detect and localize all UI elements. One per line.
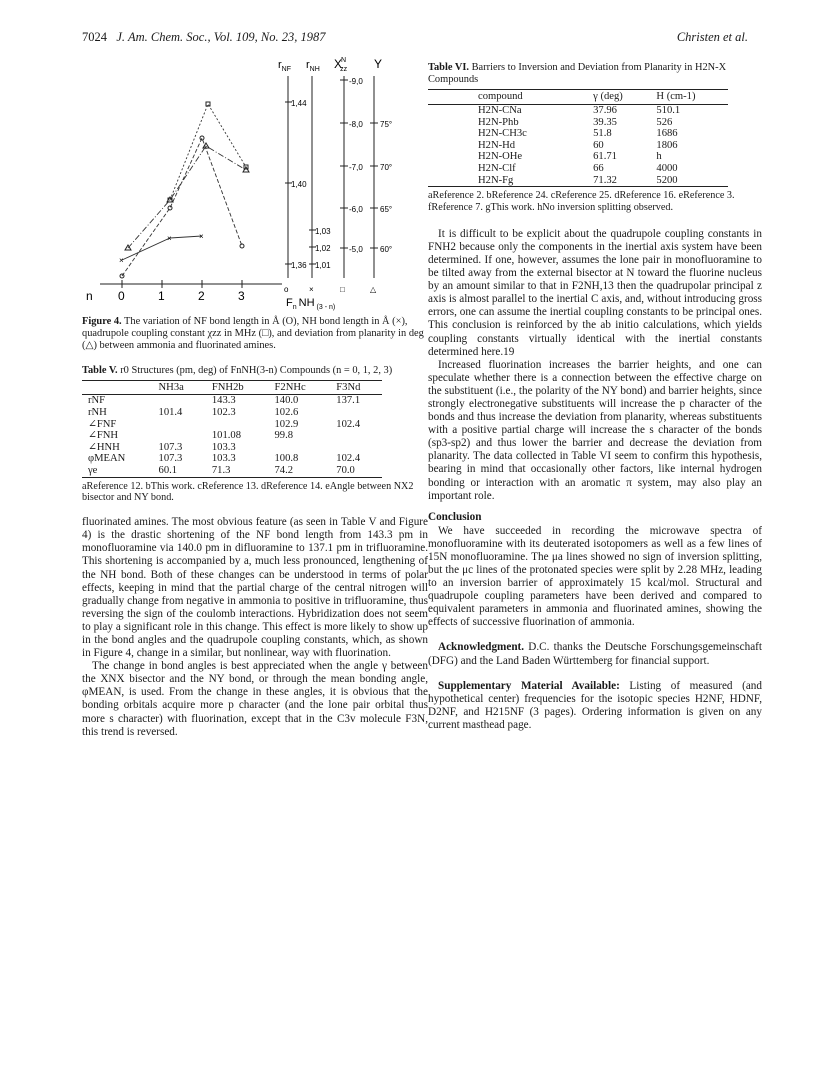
table-row <box>82 442 382 454</box>
table-row <box>428 163 728 175</box>
table-6-footnote: aReference 2. bReference 24. cReference 25. dReference 16. eReference 3. fReference 7. gThis work. hNo inversion splitting observed. <box>428 190 735 213</box>
running-header-left <box>82 30 326 45</box>
page-number: 7024 <box>82 30 107 44</box>
table-cell: 39.35 <box>593 116 617 128</box>
table-cell: H2N-Phb <box>478 116 519 128</box>
table-cell: 103.3 <box>211 453 236 465</box>
table-5-header-row <box>82 380 382 395</box>
conclusion-text: We have succeeded in recording the microwave spectra of monofluoramine with its deuterated isotopomers as well as a few lines of 15N monofluoramine. The μa lines showed no sign of inversion splitting, but the μc lines of the protonated species were split by 2.28 MHz, leading to an inversion barrier of approximately 15 kcal/mol. Structural and quadrupole coupling parameters have been derived and compared to equivalent parameters in ammonia and fluorinated amines, showing the effects of successive fluorination of ammonia. <box>428 524 762 629</box>
table-5-header <box>82 380 153 395</box>
table-cell: 61.71 <box>593 151 617 163</box>
table-6 <box>428 89 728 187</box>
table-5-header: F3Nd <box>330 380 382 395</box>
rnf-tick-label: 1,40 <box>291 180 307 189</box>
table-cell: H2N-Hd <box>478 139 516 151</box>
table-cell: 5200 <box>656 174 678 186</box>
legend-symbols <box>284 285 377 294</box>
chi-tick-label: -6,0 <box>349 205 363 214</box>
table-cell: 99.8 <box>274 430 294 442</box>
left-column <box>82 50 428 739</box>
table-cell: 60 <box>593 139 604 151</box>
right-column <box>428 50 762 732</box>
table-cell: 71.3 <box>211 464 231 476</box>
acknowledgment <box>428 641 762 667</box>
table-cell: 37.96 <box>593 105 617 116</box>
table-5-header: FNH2b <box>206 380 269 395</box>
table-cell <box>330 430 382 442</box>
table-5-header: NH3a <box>153 380 206 395</box>
legend-symbol: △ <box>370 285 377 294</box>
legend-symbol: o <box>284 285 289 294</box>
table-row <box>428 151 728 163</box>
table-row <box>428 105 728 117</box>
table-5-caption <box>82 365 428 377</box>
table-cell: 103.3 <box>211 441 236 453</box>
gamma-tick-label: 60° <box>380 245 393 254</box>
table-5-header: F2NHc <box>269 380 331 395</box>
table-5 <box>82 380 382 478</box>
table-5-footnote: aReference 12. bThis work. cReference 13. dReference 14. eAngle between NX2 bisector and NY bond. <box>82 480 414 504</box>
rnh-tick-label: 1,01 <box>315 261 331 270</box>
running-header-right: Christen et al. <box>676 30 748 44</box>
body-paragraph: It is difficult to be explicit about the quadrupole coupling constants in FNH2 because only the components in the inertial axis system have been determined. If one, however, assumes the lone pair in monofluoramine to be tilted away from the external bisector at N toward the fluorine nucleus by an amount similar to that in F2NH,13 then the quadrupolar principal z axis is almost parallel to the inertial C axis, and, without introducing gross errors, one can assume the inertial coupling constants to be principal ones. This conclusion is reinforced by the ab initio calculations, which yields coupling constants virtually identical with the inertial constants determined here.19 <box>428 227 762 358</box>
table-row <box>428 175 728 187</box>
gamma-tick-label: 65° <box>380 205 393 214</box>
figure-4-caption-text: The variation of NF bond length in Å (O), NH bond length in Å (×), quadrupole coupling constant χzz in MHz (□), and deviation from planarity in deg (△) between ammonia and fluorinated amines. <box>82 316 424 352</box>
table-cell: 60.1 <box>158 464 178 476</box>
acknowledgment-text: D.C. thanks the Deutsche Forschungsgemeinschaft (DFG) and the Land Baden Württemberg for financial support. <box>428 641 762 667</box>
table-cell: 102.6 <box>274 407 299 418</box>
table-row <box>82 430 382 442</box>
supplementary-material <box>428 680 762 732</box>
table-row <box>428 117 728 129</box>
x-tick-label: 2 <box>198 289 205 303</box>
x-tick-label: n <box>86 289 93 303</box>
table-cell: 107.3 <box>158 453 183 465</box>
table-cell <box>153 395 206 407</box>
table-5-label: Table V. <box>82 364 118 376</box>
chi-point <box>206 102 210 106</box>
rnf-tick-label: 1,36 <box>291 261 307 270</box>
gamma-point <box>203 143 209 148</box>
rnf-axis-header: $r_{NF}$ <box>278 59 292 73</box>
rnf-point <box>240 244 244 248</box>
gamma-tick-label: 75° <box>380 120 393 129</box>
table-cell <box>330 442 382 454</box>
table-cell: ∠FNH <box>88 430 119 442</box>
x-tick-label: 3 <box>238 289 245 303</box>
figure-4-label: Figure 4. <box>82 316 122 327</box>
rnh-tick-label: 1,03 <box>315 227 331 236</box>
rnf-curve <box>122 138 242 276</box>
table-cell: 1686 <box>656 128 678 140</box>
table-cell: γe <box>88 464 98 476</box>
rnf-tick-label: 1,44 <box>291 99 307 108</box>
table-6-caption-text: Barriers to Inversion and Deviation from Planarity in H2N-X Compounds <box>428 62 727 86</box>
legend-symbol: × <box>309 285 314 294</box>
table-cell <box>153 419 206 431</box>
supplementary-label: Supplementary Material Available: <box>438 679 620 692</box>
table-cell: 71.32 <box>593 174 617 186</box>
table-row <box>428 128 728 140</box>
body-paragraph: fluorinated amines. The most obvious feature (as seen in Table V and Figure 4) is the drastic shortening of the NF bond length from 143.3 pm in monofluoramine via 140.0 pm in difluoramine to 137.1 pm in trifluoramine. This shortening is accompanied by a, much less pronounced, lengthening of the NH bond. Both of these changes can be understood in terms of polar effects, keeping in mind that the partial charge of the central nitrogen will gradually change from negative in ammonia to positive in trifluoramine, thus reversing the sign of the coulomb interactions. Hybridization does not seem to play a significant role in this change. This effect is more likely to show up in the bond angles and the quadrupole coupling constants, which, as shown in Figure 4, change in a similar, but nonlinear, way with fluorination. <box>82 516 428 660</box>
acknowledgment-label: Acknowledgment. <box>438 641 525 654</box>
table-6-header: H (cm-1) <box>650 90 728 105</box>
x-axis-ticks <box>86 280 245 303</box>
table-cell: 102.9 <box>274 418 299 430</box>
table-row <box>428 140 728 152</box>
legend-symbol: □ <box>340 285 345 294</box>
table-6-label: Table VI. <box>428 62 470 73</box>
rnh-point: × <box>199 232 204 241</box>
table-cell <box>153 430 206 442</box>
table-cell: 101.08 <box>211 430 242 442</box>
table-cell <box>206 419 269 431</box>
figure-4-caption <box>82 316 428 353</box>
table-6-header-row <box>428 90 728 105</box>
table-cell: 1806 <box>656 139 678 151</box>
table-cell: 101.4 <box>158 407 183 418</box>
table-cell: 100.8 <box>274 453 299 465</box>
table-6-header: γ (deg) <box>587 90 650 105</box>
rnf-point <box>168 206 172 210</box>
table-cell: H2N-CNa <box>478 105 522 116</box>
table-cell: φMEAN <box>88 453 126 465</box>
gamma-ticks <box>370 120 392 254</box>
table-cell: ∠FNF <box>88 418 117 430</box>
table-cell: 4000 <box>656 162 678 174</box>
chi-tick-label: -5,0 <box>349 245 363 254</box>
gamma-tick-label: 70° <box>380 163 393 172</box>
table-cell: 102.4 <box>336 418 361 430</box>
conclusion-heading: Conclusion <box>428 510 482 523</box>
table-cell: h <box>656 151 662 163</box>
table-cell: 102.3 <box>211 407 236 418</box>
table-cell: H2N-Fg <box>478 174 514 186</box>
table-cell: 51.8 <box>593 128 612 140</box>
table-cell: rNF <box>88 395 106 407</box>
table-cell: ∠HNH <box>88 441 120 453</box>
table-cell: 102.4 <box>336 453 361 465</box>
body-paragraph: Increased fluorination increases the barrier heights, and one can speculate whether there is a connection between the effective charge on the substituent (i.e., the polarity of the NY bond) and barrier heights, since strongly electronegative substituents will increase the p character of the bonds and thus increase the deviation from planarity, whereas substituents with a positive partial charge will increase the s character of the bonds (sp3-sp2) and thus lower the barrier and decrease the deviation from planarity. The data collected in Table VI seem to confirm this hypothesis, bearing in mind that occasionally other factors, like internal hydrogen bonding or interaction with an aromatic π system, may also play an important role. <box>428 358 762 502</box>
table-cell: rNH <box>88 407 107 418</box>
journal-citation: J. Am. Chem. Soc., Vol. 109, No. 23, 1987 <box>116 30 326 44</box>
rnf-point <box>200 136 204 140</box>
supplementary-text: Listing of measured (and hypothetical center) frequencies for the isotopic species H2NF, HDNF, D2NF, and H215NF (3 pages). Ordering information is given on any current masthead page. <box>428 679 762 731</box>
table-row <box>82 419 382 431</box>
table-cell: 66 <box>593 162 604 174</box>
chi-axis-header: XN zz <box>334 57 348 73</box>
table-cell <box>330 407 382 419</box>
chi-tick-label: -9,0 <box>349 77 363 86</box>
table-cell: 143.3 <box>211 395 236 407</box>
table-cell: 74.2 <box>274 464 294 476</box>
table-5-caption-text: r0 Structures (pm, deg) of FnNH(3-n) Compounds (n = 0, 1, 2, 3) <box>117 364 393 376</box>
figure-4-plot <box>82 50 428 312</box>
table-cell: 140.0 <box>274 395 299 407</box>
table-cell: 526 <box>656 116 673 128</box>
table-6-header: compound <box>428 90 587 105</box>
table-row <box>82 407 382 419</box>
table-cell: 510.1 <box>656 105 681 116</box>
gamma-curve <box>128 146 246 248</box>
rnh-point: × <box>119 256 124 265</box>
table-cell: H2N-CH3c <box>478 128 527 140</box>
table-cell: 70.0 <box>336 464 355 476</box>
table-6-caption <box>428 62 762 86</box>
gamma-axis-header: Y <box>374 57 383 71</box>
table-cell: H2N-Clf <box>478 162 516 174</box>
table-cell: 107.3 <box>158 441 183 453</box>
chi-tick-label: -7,0 <box>349 163 363 172</box>
rnh-point: × <box>167 234 172 243</box>
rnh-tick-label: 1,02 <box>315 244 331 253</box>
body-paragraph: The change in bond angles is best appreciated when the angle γ between the XNX bisector and the NY bond, or through the mean bonding angle, φMEAN, is used. From the change in these angles, it is obvious that the bonding orbitals acquire more p character (and the lone pair orbital thus more s character) with fluorination, except that in the C3v molecule F3N, this trend is reversed. <box>82 660 428 738</box>
table-cell: H2N-OHe <box>478 151 523 163</box>
table-row <box>82 465 382 477</box>
x-tick-label: 0 <box>118 289 125 303</box>
table-row <box>82 395 382 407</box>
table-row <box>82 453 382 465</box>
rnh-curve <box>122 236 202 260</box>
chi-curve <box>170 104 246 200</box>
x-tick-label: 1 <box>158 289 165 303</box>
table-cell <box>269 442 331 454</box>
chi-tick-label: -8,0 <box>349 120 363 129</box>
x-axis-label: $F_n$ NH $_{(3 - n)}$ <box>286 297 336 311</box>
table-cell: 137.1 <box>336 395 361 407</box>
rnh-axis-header: $r_{NH}$ <box>306 59 320 73</box>
